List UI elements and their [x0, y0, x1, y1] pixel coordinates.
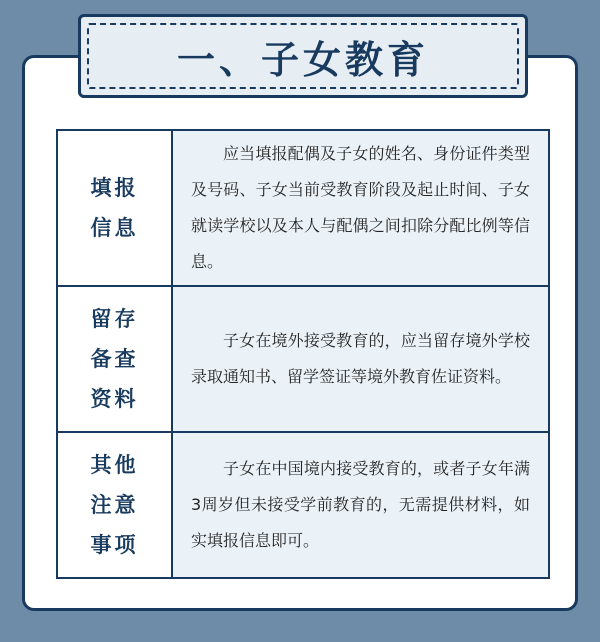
page-title: 一、子女教育: [176, 37, 429, 82]
table-row-other-notes: [57, 432, 549, 578]
table-row-fill-info: [57, 130, 549, 286]
row-content-text: 应当填报配偶及子女的姓名、身份证件类型及号码、子女当前受教育阶段及起止时间、子女就读学校以及本人与配偶之间扣除分配比例等信息。: [191, 144, 530, 271]
row-label: [58, 445, 171, 565]
title-banner-dashed-frame: [87, 23, 519, 89]
row-content-cell: [172, 286, 549, 432]
row-label-cell: [57, 286, 172, 432]
row-label: [58, 168, 171, 248]
row-label: [58, 299, 171, 419]
row-label-line: 注意: [90, 493, 139, 517]
row-label-cell: [57, 130, 172, 286]
row-label-line: 信息: [90, 216, 139, 240]
row-label-line: 事项: [90, 533, 139, 557]
row-content-cell: [172, 130, 549, 286]
info-table: [56, 129, 550, 579]
row-content-text: 子女在中国境内接受教育的，或者子女年满3周岁但未接受学前教育的，无需提供材料，如实填报信息即可。: [191, 459, 530, 550]
row-content-text: 子女在境外接受教育的，应当留存境外学校录取通知书、留学签证等境外教育佐证资料。: [191, 331, 530, 386]
row-content-cell: [172, 432, 549, 578]
row-label-line: 备查: [90, 347, 139, 371]
table-row-retain-docs: [57, 286, 549, 432]
row-label-line: 资料: [90, 387, 139, 411]
row-label-line: 填报: [90, 176, 139, 200]
title-banner: [78, 14, 528, 98]
row-label-line: 其他: [90, 453, 139, 477]
row-label-line: 留存: [90, 307, 139, 331]
row-label-cell: [57, 432, 172, 578]
